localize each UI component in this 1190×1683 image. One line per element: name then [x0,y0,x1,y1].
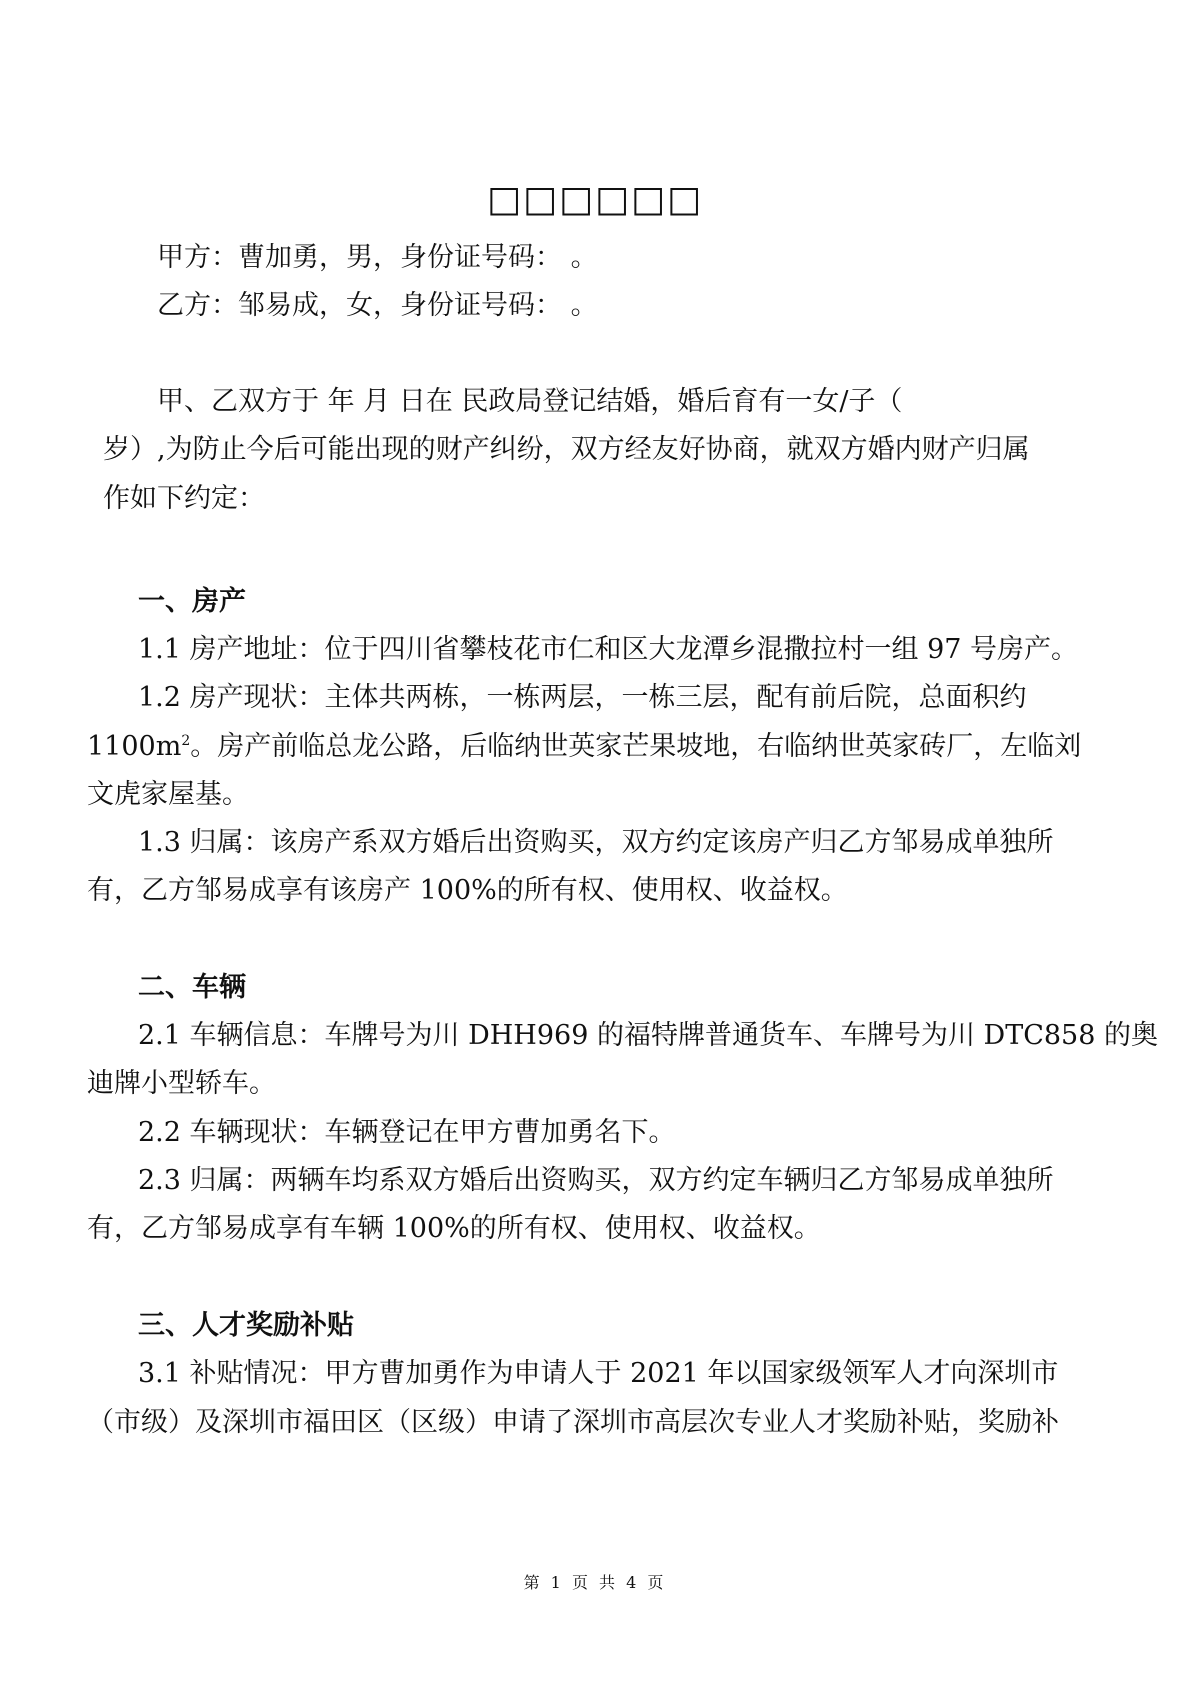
page-title: □□□□□□ [486,179,704,220]
property-1-1: 1.1 房产地址：位于四川省攀枝花市仁和区大龙潭乡混撒拉村一组 97 号房产。 [138,634,1079,665]
area-unit-superscript: 2 [181,733,191,749]
property-1-2-line-1: 1.2 房产现状：主体共两栋，一栋两层，一栋三层，配有前后院，总面积约 [138,682,1027,713]
subsidy-3-1-line-1: 3.1 补贴情况：甲方曹加勇作为申请人于 2021 年以国家级领军人才向深圳市 [138,1358,1059,1389]
section-heading-talent-subsidy: 三、人才奖励补贴 [138,1310,354,1341]
property-1-2-line-2 [87,729,1081,765]
property-1-3-line-2: 有，乙方邹易成享有该房产 100%的所有权、使用权、收益权。 [87,875,848,906]
intro-line-3: 作如下约定： [103,483,265,514]
vehicle-2-2: 2.2 车辆现状：车辆登记在甲方曹加勇名下。 [138,1117,676,1148]
intro-line-2: 岁）,为防止今后可能出现的财产纠纷，双方经友好协商，就双方婚内财产归属 [103,434,1030,465]
vehicle-2-3-line-2: 有，乙方邹易成享有车辆 100%的所有权、使用权、收益权。 [87,1213,821,1244]
subsidy-3-1-line-2: （市级）及深圳市福田区（区级）申请了深圳市高层次专业人才奖励补贴，奖励补 [87,1407,1059,1438]
section-heading-property: 一、房产 [138,586,246,617]
property-1-3-line-1: 1.3 归属：该房产系双方婚后出资购买，双方约定该房产归乙方邹易成单独所 [138,827,1054,858]
intro-line-1: 甲、乙双方于 年 月 日在 民政局登记结婚，婚后育有一女/子（ [157,386,903,417]
party-a-line: 甲方：曹加勇，男，身份证号码： 。 [157,242,598,273]
party-b-line: 乙方：邹易成，女，身份证号码： 。 [157,290,598,321]
page-number-footer: 第 1 页 共 4 页 [523,1573,667,1592]
vehicle-2-3-line-1: 2.3 归属：两辆车均系双方婚后出资购买，双方约定车辆归乙方邹易成单独所 [138,1165,1054,1196]
vehicle-2-1-line-1: 2.1 车辆信息：车牌号为川 DHH969 的福特牌普通货车、车牌号为川 DTC858 的奥 [138,1020,1158,1051]
property-1-2-line-3: 文虎家屋基。 [87,779,249,810]
area-value: 1100m [87,731,182,762]
property-neighbors-text: 。房产前临总龙公路，后临纳世英家芒果坡地，右临纳世英家砖厂，左临刘 [190,731,1082,762]
vehicle-2-1-line-2: 迪牌小型轿车。 [87,1068,276,1099]
section-heading-vehicles: 二、车辆 [138,972,246,1003]
